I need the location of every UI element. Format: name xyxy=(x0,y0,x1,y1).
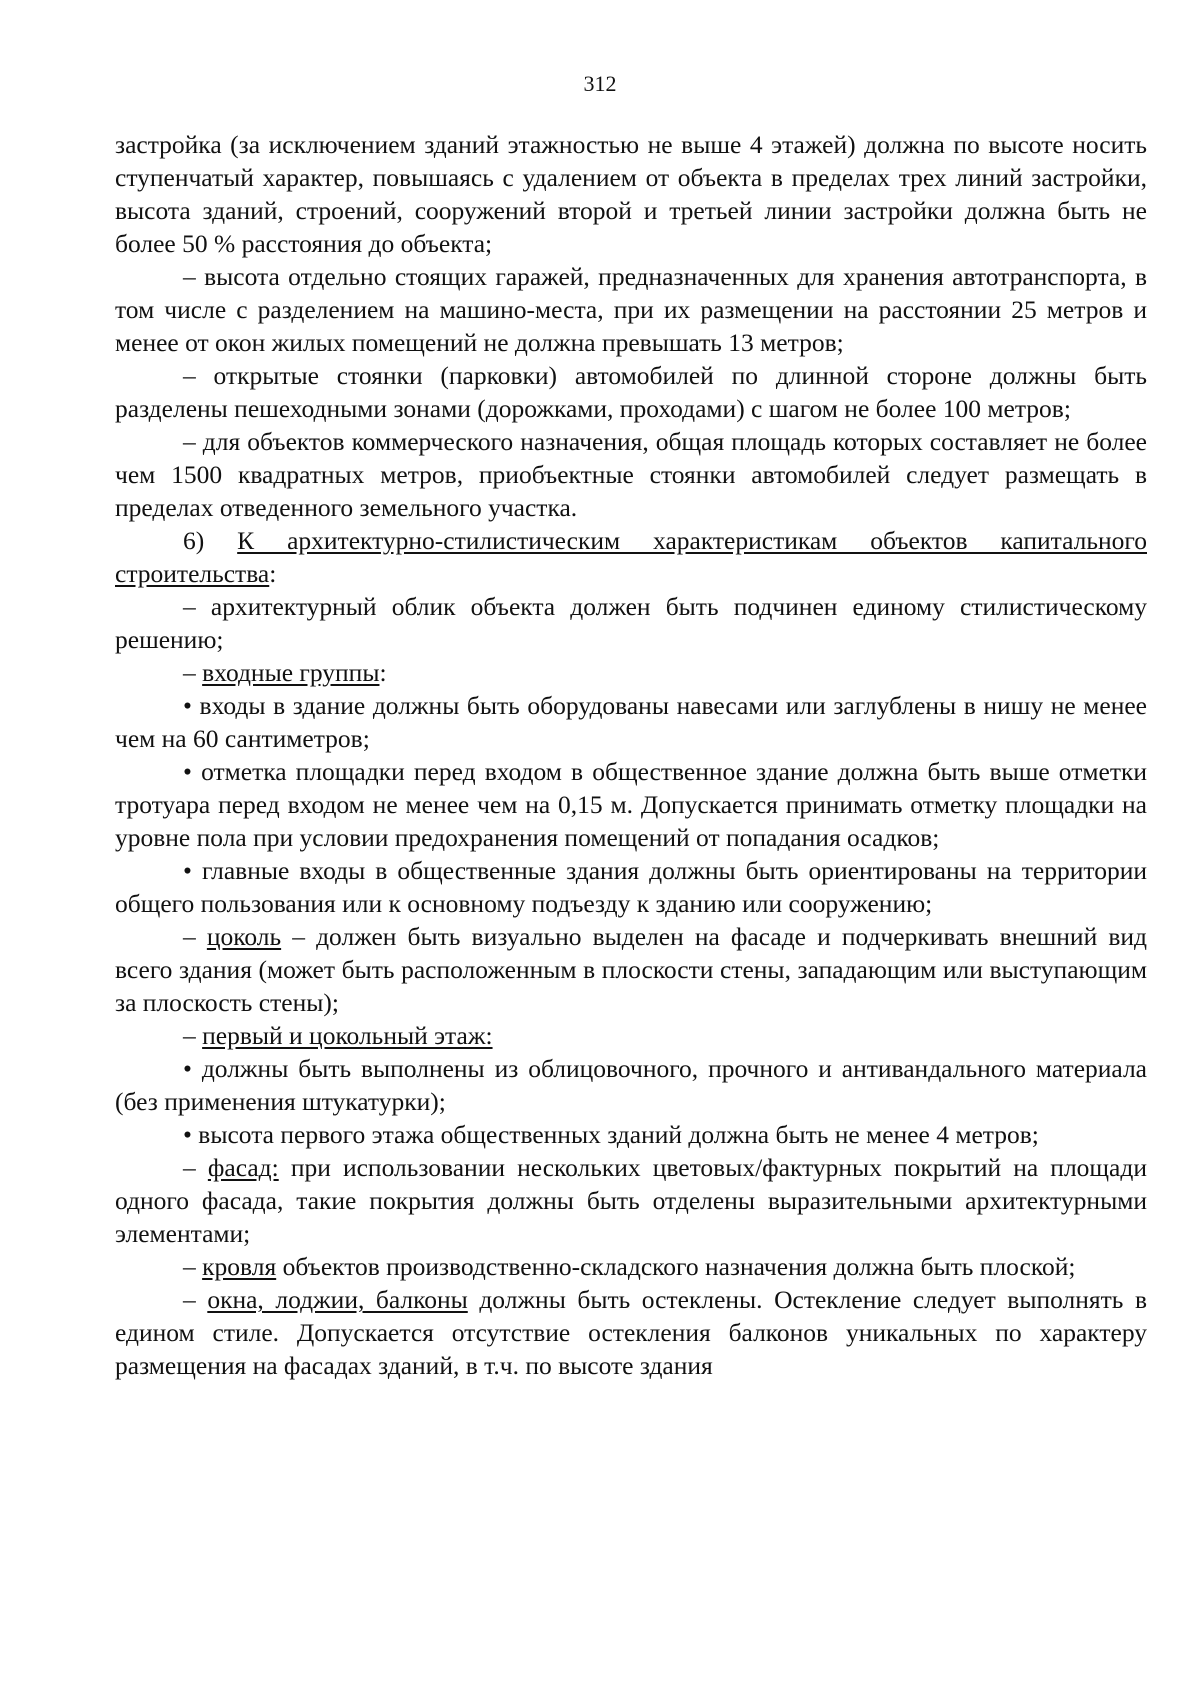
term-windows: окна, лоджии, балконы xyxy=(207,1285,468,1314)
paragraph-garage-height: – высота отдельно стоящих гаражей, предназначенных для хранения автотранспорта, в том числе с разделением на машино-места, при их размещении на расстоянии 25 метров и менее от окон жилых помещений не должна превышать 13 метров; xyxy=(115,262,1147,357)
dash-prefix: – xyxy=(183,1153,208,1182)
paragraph-commercial-parking: – для объектов коммерческого назначения, общая площадь которых составляет не более чем 1500 квадратных метров, приобъектные стоянки автомобилей следует размещать в пределах отведенного земельного участка. xyxy=(115,427,1147,522)
bullet-entrance-canopies: • входы в здание должны быть оборудованы навесами или заглублены в нишу не менее чем на 60 сантиметров; xyxy=(115,691,1147,753)
document-body xyxy=(115,128,1147,1382)
section-title-suffix: : xyxy=(269,559,277,588)
bullet-main-entrances: • главные входы в общественные здания должны быть ориентированы на территории общего пользования или к основному подъезду к зданию или сооружению; xyxy=(115,856,1147,918)
dash-prefix: – xyxy=(183,1021,203,1050)
term-facade: фасад: xyxy=(207,1153,279,1182)
roof-text: объектов производственно-складского назначения должна быть плоской; xyxy=(276,1252,1076,1281)
plinth-text: – должен быть визуально выделен на фасаде и подчеркивать внешний вид всего здания (может быть расположенным в плоскости стены, западающим или выступающим за плоскость стены); xyxy=(115,922,1147,1017)
bullet-entrance-level: • отметка площадки перед входом в общественное здание должна быть выше отметки тротуара перед входом не менее чем на 0,15 м. Допускается принимать отметку площадки на уровне пола при условии предохранения помещений от попадания осадков; xyxy=(115,757,1147,852)
paragraph-roof xyxy=(115,1250,1147,1283)
paragraph-entrance-groups xyxy=(115,656,1147,689)
paragraph-appearance: – архитектурный облик объекта должен быть подчинен единому стилистическому решению; xyxy=(115,592,1147,654)
dash-prefix: – xyxy=(183,1285,208,1314)
term-entrance-groups: входные группы xyxy=(202,658,380,687)
bullet-facing-material: • должны быть выполнены из облицовочного, прочного и антивандального материала (без применения штукатурки); xyxy=(115,1054,1147,1116)
term-suffix: : xyxy=(379,658,387,687)
dash-prefix: – xyxy=(183,922,207,951)
term-plinth: цоколь xyxy=(206,922,282,951)
section-heading-architecture xyxy=(115,524,1147,590)
term-roof: кровля xyxy=(202,1252,277,1281)
section-title: К архитектурно-стилистическим характеристикам объектов капитального строительства xyxy=(115,526,1147,588)
facade-text: при использовании нескольких цветовых/фактурных покрытий на площади одного фасада, такие покрытия должны быть отделены выразительными архитектурными элементами; xyxy=(115,1153,1147,1248)
paragraph-plinth xyxy=(115,920,1147,1019)
bullet-first-floor-height: • высота первого этажа общественных зданий должна быть не менее 4 метров; xyxy=(183,1120,1039,1149)
page-number: 312 xyxy=(583,71,617,96)
dash-prefix: – xyxy=(183,658,203,687)
paragraph-continuation: застройка (за исключением зданий этажностью не выше 4 этажей) должна по высоте носить ступенчатый характер, повышаясь с удалением от объекта в пределах трех линий застройки, высота зданий, строений, сооружений второй и третьей линии застройки должна быть не более 50 % расстояния до объекта; xyxy=(115,130,1147,258)
term-first-floor: первый и цокольный этаж: xyxy=(202,1021,493,1050)
windows-text: должны быть остеклены. Остекление следует выполнять в едином стиле. Допускается отсутствие остекления балконов уникальных по характеру размещения на фасадах зданий, в т.ч. по высоте здания xyxy=(115,1285,1148,1380)
paragraph-first-floor xyxy=(115,1019,1147,1052)
paragraph-open-parking: – открытые стоянки (парковки) автомобилей по длинной стороне должны быть разделены пешеходными зонами (дорожками, проходами) с шагом не более 100 метров; xyxy=(115,361,1147,423)
section-number: 6) xyxy=(183,526,238,555)
paragraph-windows xyxy=(115,1283,1147,1382)
paragraph-facade xyxy=(115,1151,1147,1250)
dash-prefix: – xyxy=(183,1252,203,1281)
